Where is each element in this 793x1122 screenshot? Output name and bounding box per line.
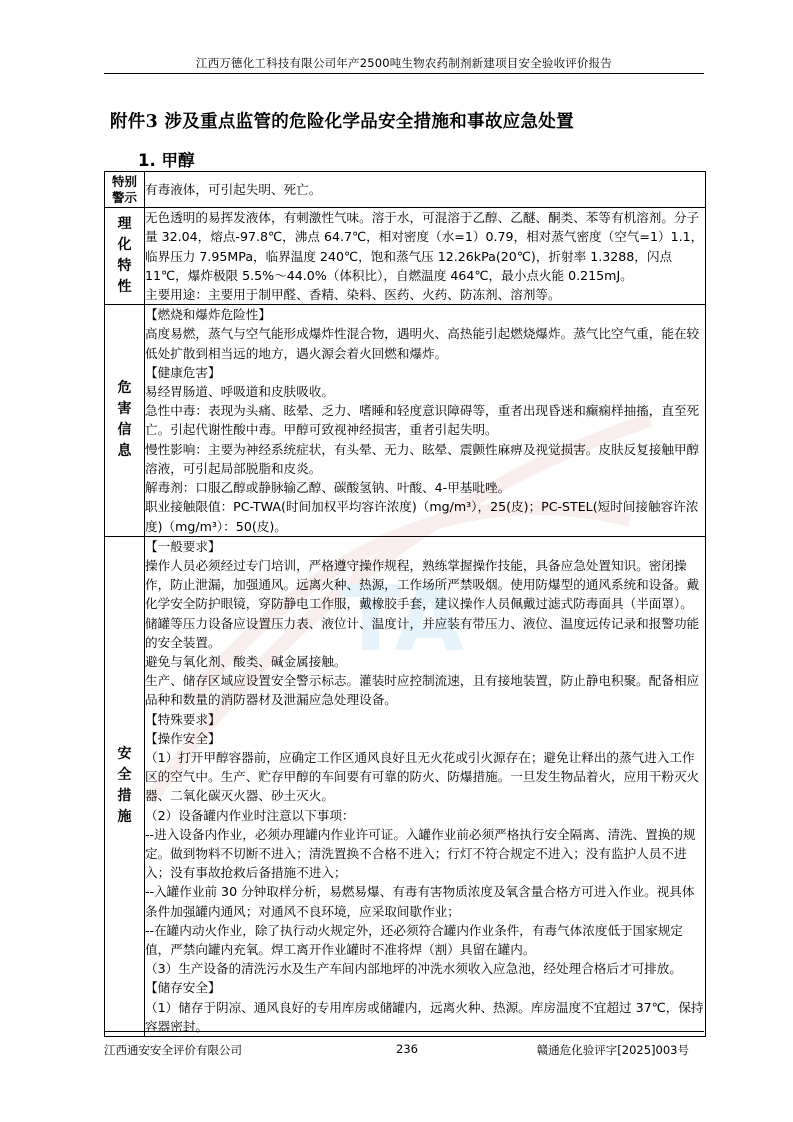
paragraph: 有毒液体，可引起失明、死亡。: [145, 182, 322, 198]
paragraph: 易经胃肠道、呼吸道和皮肤吸收。: [145, 384, 334, 400]
paragraph: --入罐作业前 30 分钟取样分析，易燃易爆、有毒有害物质浓度及氧含量合格方可进入作业。视具体条件加强罐内通风；对通风不良环境，应采取间歇作业；: [145, 884, 695, 919]
paragraph: 生产、储存区域应设置安全警示标志。灌装时应控制流速，且有接地装置，防止静电积聚。配备相应品种和数量的消防器材及泄漏应急处理设备。: [145, 673, 700, 708]
section-title: 1. 甲醇: [138, 151, 195, 170]
paragraph: （1）打开甲醇容器前，应确定工作区通风良好且无火花或引火源存在；避免让释出的蒸气进入工作区的空气中。生产、贮存甲醇的车间要有可靠的防火、防爆措施。一旦发生物品着火，应用干粉灭火器、二氧化碳灭火器、砂土灭火。: [145, 749, 700, 804]
paragraph: 操作人员必须经过专门培训，严格遵守操作规程，熟练掌握操作技能，具备应急处置知识。密闭操作，防止泄漏，加强通风。远离火种、热源，工作场所严禁吸烟。使用防爆型的通风系统和设备。戴化学安全防护眼镜，穿防静电工作服，戴橡胶手套，建议操作人员佩戴过滤式防毒面具（半面罩）。: [145, 557, 700, 612]
paragraph: 避免与氧化剂、酸类、碱金属接触。: [145, 653, 347, 669]
content-safety-measures: [145, 536, 706, 1036]
paragraph: 高度易燃，蒸气与空气能形成爆炸性混合物，遇明火、高热能引起燃烧爆炸。蒸气比空气重，能在较低处扩散到相当远的地方，遇火源会着火回燃和爆炸。: [145, 326, 700, 361]
label-safety-measures: 安 全 措 施: [105, 536, 145, 1036]
paragraph: --在罐内动火作业，除了执行动火规定外，还必须符合罐内作业条件，有毒气体浓度低于国家规定值，严禁向罐内充氧。焊工离开作业罐时不准将焊（割）具留在罐内。: [145, 922, 684, 957]
header-rule: [104, 73, 704, 74]
paragraph: 储罐等压力设备应设置压力表、液位计、温度计，并应装有带压力、液位、温度远传记录和报警功能的安全装置。: [145, 615, 700, 650]
subheading: 【健康危害】: [145, 364, 221, 380]
subheading: 【一般要求】: [145, 538, 221, 554]
subheading: 【燃烧和爆炸危险性】: [145, 307, 271, 323]
paragraph: 无色透明的易挥发液体，有刺激性气味。溶于水，可混溶于乙醇、乙醚、酮类、苯等有机溶剂。分子量 32.04，熔点-97.8℃，沸点 64.7℃，相对密度（水=1）0.79，相对蒸气密度（空气=1）1.1，临界压力 7.95MPa，临界温度 240℃，饱和蒸气压 12.26kPa(20℃)，折射率 1.3288，闪点 11℃，爆炸极限 5.5%～44.0%（体积比），自燃温度 464℃，最小点火能 0.215mJ。: [145, 210, 704, 283]
subheading: 【储存安全】: [145, 980, 221, 996]
hazard-info-table: [104, 171, 706, 1037]
subheading: 【特殊要求】: [145, 711, 221, 727]
subheading: 【操作安全】: [145, 730, 221, 746]
footer-company: 江西通安安全评价有限公司: [104, 1043, 242, 1057]
row-safety-measures: [105, 536, 706, 1036]
footer-doc-number: 赣通危化验评字[2025]003号: [536, 1043, 689, 1057]
paragraph: 慢性影响：主要为神经系统症状，有头晕、无力、眩晕、震颤性麻痹及视觉损害。皮肤反复接触甲醇溶液，可引起局部脱脂和皮炎。: [145, 441, 700, 476]
label-special-warning: 特别 警示: [105, 172, 145, 208]
annex-title: 附件3 涉及重点监管的危险化学品安全措施和事故应急处置: [110, 112, 574, 132]
footer-rule: [104, 1031, 704, 1032]
row-special-warning: [105, 172, 706, 208]
content-physicochemical: [145, 208, 706, 305]
page-number: 236: [396, 1042, 418, 1056]
label-physicochemical: 理 化 特 性: [105, 208, 145, 305]
paragraph: 职业接触限值：PC-TWA(时间加权平均容许浓度)（mg/m³），25(皮)；PC-STEL(短时间接触容许浓度)（mg/m³）：50(皮)。: [145, 499, 699, 534]
paragraph: （2）设备罐内作业时注意以下事项：: [145, 807, 355, 823]
row-hazard-info: [105, 305, 706, 536]
paragraph: 急性中毒：表现为头痛、眩晕、乏力、嗜睡和轻度意识障碍等，重者出现昏迷和癫痫样抽搐，直至死亡。引起代谢性酸中毒。甲醇可致视神经损害，重者引起失明。: [145, 403, 700, 438]
content-special-warning: [145, 172, 706, 208]
row-physicochemical: [105, 208, 706, 305]
page-header: 江西万德化工科技有限公司年产2500吨生物农药制剂新建项目安全验收评价报告: [195, 56, 613, 70]
paragraph: 解毒剂：口服乙醇或静脉输乙醇、碳酸氢钠、叶酸、4-甲基吡唑。: [145, 480, 511, 496]
content-hazard-info: [145, 305, 706, 536]
paragraph: （1）储存于阴凉、通风良好的专用库房或储罐内，远离火种、热源。库房温度不宜超过 37℃，保持容器密封。: [145, 999, 704, 1034]
paragraph: 主要用途：主要用于制甲醛、香精、染料、医药、火药、防冻剂、溶剂等。: [145, 287, 561, 303]
svg-text:TA: TA: [340, 567, 465, 672]
paragraph: --进入设备内作业，必须办理罐内作业许可证。入罐作业前必须严格执行安全隔离、清洗、置换的规定。做到物料不切断不进入；清洗置换不合格不进入；行灯不符合规定不进入；没有监护人员不进入；没有事故抢救后备措施不进入；: [145, 826, 696, 881]
paragraph: （3）生产设备的清洗污水及生产车间内部地坪的冲洗水须收入应急池，经处理合格后才可排放。: [145, 961, 682, 977]
label-hazard-info: 危 害 信 息: [105, 305, 145, 536]
